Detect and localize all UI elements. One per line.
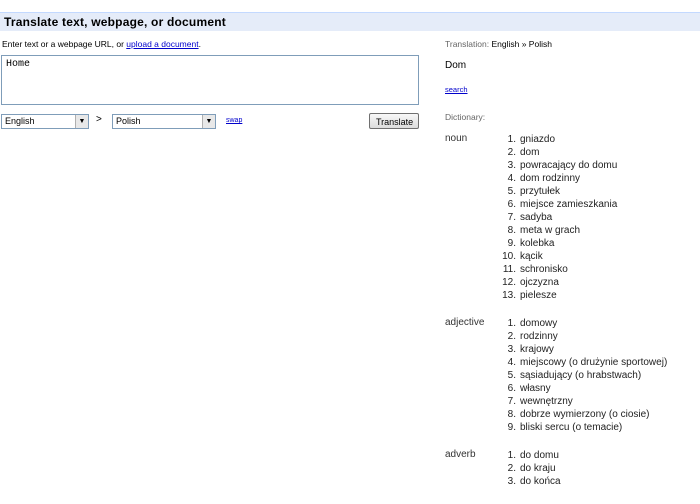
definition-item [501, 369, 667, 382]
part-of-speech: adverb [445, 449, 476, 460]
definition-number: 3. [507, 476, 516, 487]
definition-number: 7. [507, 396, 516, 407]
definition-text: kącik [520, 251, 543, 262]
definition-number: 3. [507, 344, 516, 355]
definition-text: bliski sercu (o temacie) [520, 422, 623, 433]
definition-number: 1. [507, 134, 516, 145]
definition-item [501, 395, 667, 408]
instructions-suffix: . [198, 39, 201, 49]
translation-langs: English » Polish [491, 39, 552, 49]
target-language-select[interactable] [112, 114, 216, 129]
definition-item [501, 330, 667, 343]
definition-item [501, 198, 617, 211]
definition-number: 10. [502, 251, 516, 262]
definition-text: ojczyzna [520, 277, 559, 288]
definition-item [501, 185, 617, 198]
definition-number: 5. [507, 186, 516, 197]
definition-item [501, 289, 617, 302]
instructions [2, 39, 201, 49]
definition-item [501, 475, 561, 488]
definition-item [501, 276, 617, 289]
definition-item [501, 159, 617, 172]
instructions-text: Enter text or a webpage URL, or [2, 39, 127, 49]
definition-text: rodzinny [520, 331, 558, 342]
chevron-down-icon[interactable]: ▼ [75, 115, 88, 128]
definition-number: 11. [502, 264, 516, 275]
definition-text: miejsce zamieszkania [520, 199, 618, 210]
definition-text: do domu [520, 450, 559, 461]
part-of-speech: adjective [445, 317, 485, 328]
chevron-down-icon[interactable]: ▼ [202, 115, 215, 128]
definition-text: do kraju [520, 463, 556, 474]
translation-result: Dom [445, 60, 467, 71]
definition-item [501, 146, 617, 159]
upload-document-link[interactable]: upload a document [126, 39, 199, 49]
definition-text: domowy [520, 318, 558, 329]
definition-list [501, 449, 561, 488]
definition-item [501, 250, 617, 263]
definition-number: 5. [507, 370, 516, 381]
definition-number: 9. [507, 422, 516, 433]
source-language-select[interactable] [1, 114, 89, 129]
definition-item [501, 343, 667, 356]
part-of-speech: noun [445, 133, 468, 144]
definition-item [501, 224, 617, 237]
definition-text: kolebka [520, 238, 555, 249]
dictionary-label: Dictionary: [445, 112, 486, 122]
definition-number: 1. [507, 318, 516, 329]
definition-text: dom rodzinny [520, 173, 581, 184]
definition-item [501, 462, 561, 475]
definition-number: 6. [507, 383, 516, 394]
swap-languages-link[interactable]: swap [226, 117, 243, 124]
definition-item [501, 317, 667, 330]
definition-item [501, 133, 617, 146]
definition-item [501, 237, 617, 250]
definition-text: dobrze wymierzony (o ciosie) [520, 409, 650, 420]
translation-label [445, 39, 552, 49]
definition-number: 8. [507, 225, 516, 236]
definition-text: meta w grach [520, 225, 581, 236]
definition-text: gniazdo [520, 134, 556, 145]
definition-text: własny [520, 383, 551, 394]
definition-number: 4. [507, 357, 516, 368]
definition-item [501, 263, 617, 276]
definition-number: 8. [507, 409, 516, 420]
definition-text: dom [520, 147, 540, 158]
definition-item [501, 408, 667, 421]
definition-number: 12. [502, 277, 516, 288]
definition-item [501, 172, 617, 185]
definition-text: powracający do domu [520, 160, 618, 171]
definition-text: sąsiadujący (o hrabstwach) [520, 370, 642, 381]
translation-label-text: Translation: [445, 39, 490, 49]
page-header [0, 12, 700, 31]
definition-number: 3. [507, 160, 516, 171]
definition-text: do końca [520, 476, 561, 487]
definition-text: miejscowy (o drużynie sportowej) [520, 357, 668, 368]
definition-item [501, 382, 667, 395]
definition-text: schronisko [520, 264, 568, 275]
definition-number: 1. [507, 450, 516, 461]
definition-item [501, 211, 617, 224]
definition-text: sadyba [520, 212, 553, 223]
source-text-input[interactable]: Home [1, 55, 419, 105]
definition-number: 2. [507, 331, 516, 342]
search-link[interactable]: search [445, 85, 468, 94]
definition-number: 2. [507, 147, 516, 158]
definition-text: wewnętrzny [520, 396, 573, 407]
target-language-value: Polish [116, 116, 141, 126]
page-title: Translate text, webpage, or document [4, 15, 226, 29]
definition-list [501, 317, 667, 434]
definition-number: 6. [507, 199, 516, 210]
source-language-value: English [5, 116, 35, 126]
definition-number: 7. [507, 212, 516, 223]
definition-item [501, 449, 561, 462]
definition-text: krajowy [520, 344, 554, 355]
definition-number: 4. [507, 173, 516, 184]
definition-list [501, 133, 617, 302]
definition-item [501, 421, 667, 434]
direction-arrow: > [96, 114, 102, 125]
definition-text: pielesze [520, 290, 557, 301]
definition-number: 13. [502, 290, 516, 301]
definition-number: 2. [507, 463, 516, 474]
translate-button[interactable]: Translate [369, 113, 419, 129]
definition-text: przytułek [520, 186, 561, 197]
definition-item [501, 356, 667, 369]
definition-number: 9. [507, 238, 516, 249]
